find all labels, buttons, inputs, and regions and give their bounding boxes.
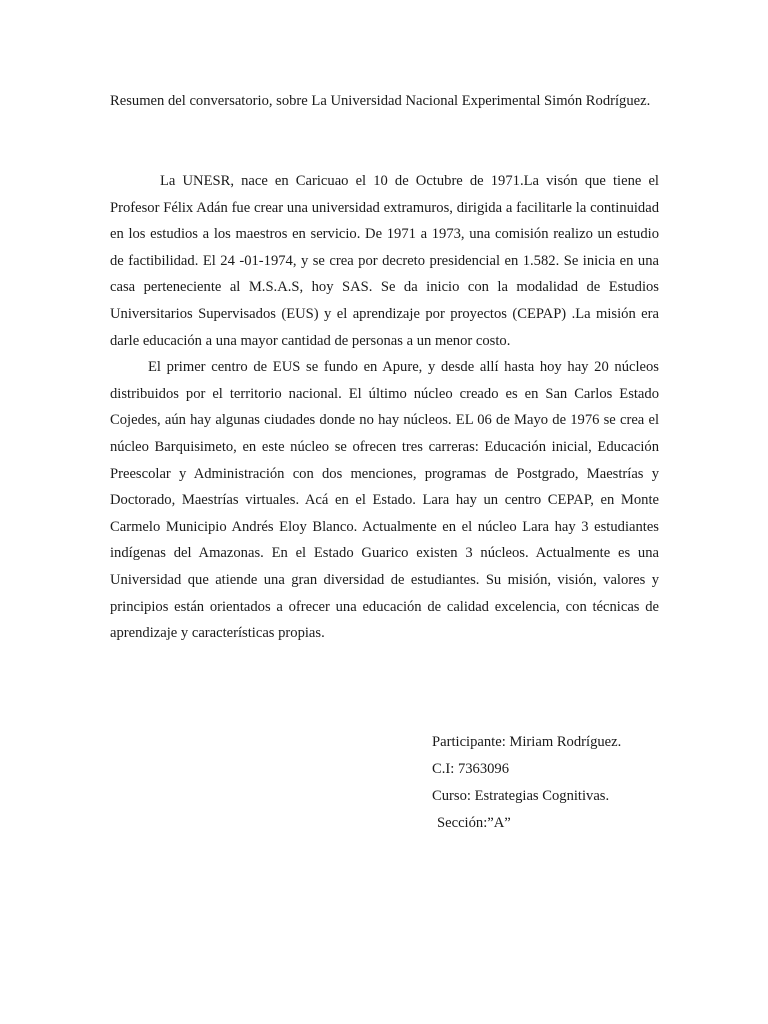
document-title-block	[110, 88, 659, 115]
signature-block	[432, 729, 621, 837]
participant-ci: C.I: 7363096	[432, 761, 510, 777]
paragraph-history: La UNESR, nace en Caricuao el 10 de Octubre de 1971.La visón que tiene el Profesor Félix Adán fue crear una universidad extramuros, dirigida a facilitarle la continuidad en los estudios a los maestros en servicio. De 1971 a 1973, una comisión realizo un estudio de factibilidad. El 24 -01-1974, y se crea por decreto presidencial en 1.582. Se inicia en una casa perteneciente al M.S.A.S, hoy SAS. Se da inicio con la modalidad de Estudios Universitarios Supervisados (EUS) y el aprendizaje por proyectos (CEPAP) .La misión era darle educación a una mayor cantidad de personas a un menor costo.	[110, 173, 659, 349]
document-title: Resumen del conversatorio, sobre La Universidad Nacional Experimental Simón Rodríguez.	[110, 93, 651, 109]
course-name: Curso: Estrategias Cognitivas.	[432, 788, 610, 804]
paragraph-nucleos: El primer centro de EUS se fundo en Apure, y desde allí hasta hoy hay 20 núcleos distribuidos por el territorio nacional. El último núcleo creado es en San Carlos Estado Cojedes, aún hay algunas ciudades donde no hay núcleos. EL 06 de Mayo de 1976 se crea el núcleo Barquisimeto, en este núcleo se ofrecen tres carreras: Educación inicial, Educación Preescolar y Administración con dos menciones, programas de Postgrado, Maestrías y Doctorado, Maestrías virtuales. Acá en el Estado. Lara hay un centro CEPAP, en Monte Carmelo Municipio Andrés Eloy Blanco. Actualmente en el núcleo Lara hay 3 estudiantes indígenas del Amazonas. En el Estado Guarico existen 3 núcleos. Actualmente es una Universidad que atiende una gran diversidad de estudiantes. Su misión, visión, valores y principios están orientados a ofrecer una educación de calidad excelencia, con técnicas de aprendizaje y características propias.	[110, 359, 659, 642]
document-body	[110, 168, 659, 647]
participant-name: Participante: Miriam Rodríguez.	[432, 734, 622, 750]
course-section: Sección:”A”	[437, 815, 511, 831]
